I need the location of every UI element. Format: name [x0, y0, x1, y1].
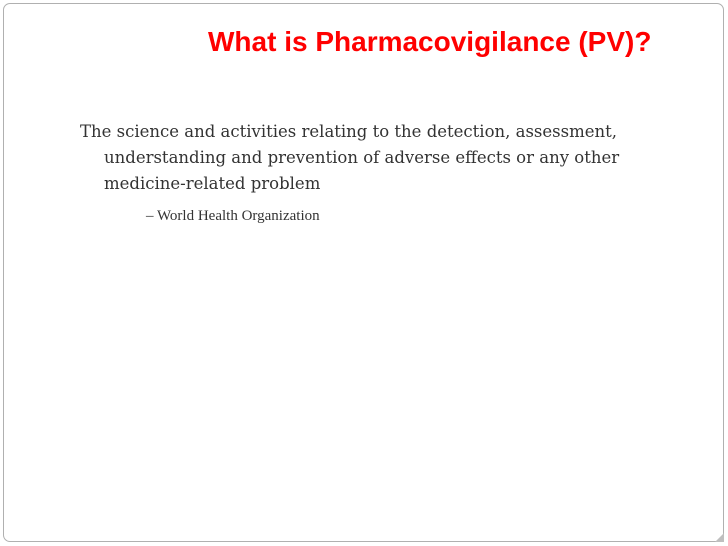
slide-title: What is Pharmacovigilance (PV)?	[208, 26, 652, 57]
corner-accent	[715, 533, 724, 542]
slide-body	[80, 119, 700, 197]
slide-frame	[3, 3, 724, 542]
definition-text: The science and activities relating to the detection, assessment, understanding and prevention of adverse effects or any other medicine-related problem	[80, 122, 620, 193]
attribution-text: – World Health Organization	[146, 208, 320, 224]
